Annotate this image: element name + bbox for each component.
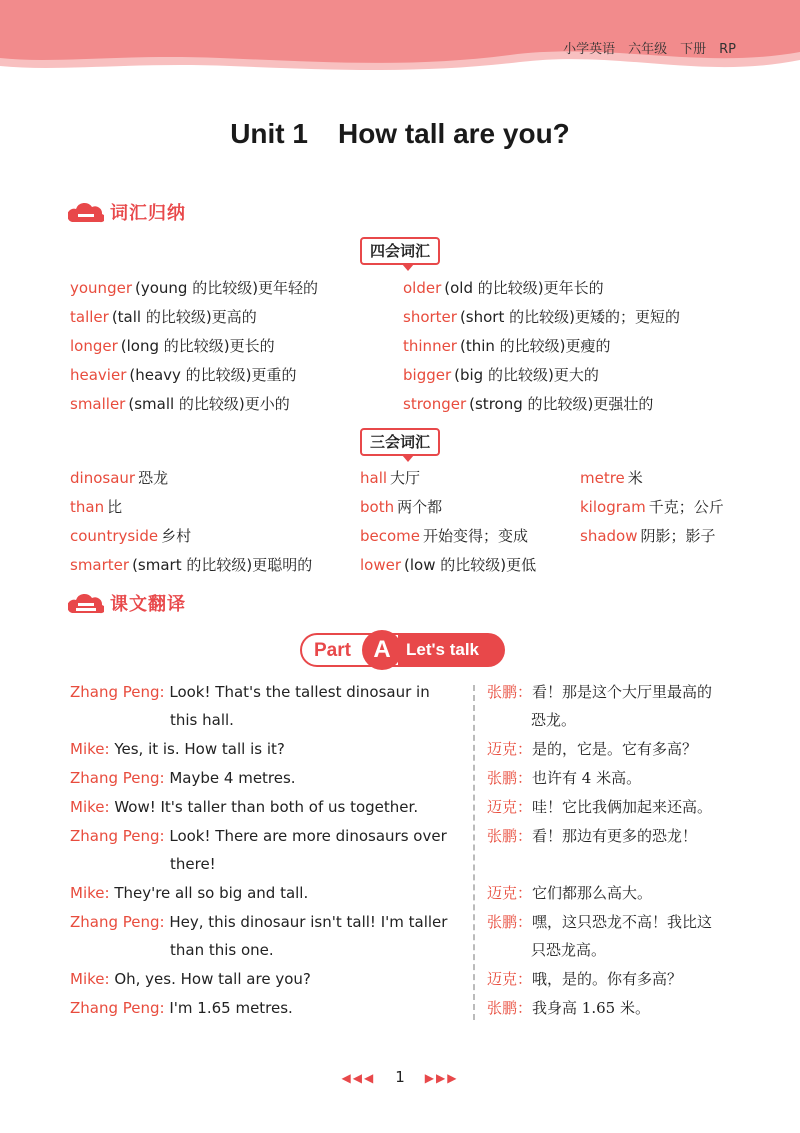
- vocab-meaning: (big 的比较级)更大的: [454, 366, 599, 384]
- vocab-meaning: 米: [627, 469, 643, 487]
- speaker-name-zh: 迈克：: [487, 970, 533, 988]
- vocab-meaning: (tall 的比较级)更高的: [111, 308, 257, 326]
- dialogue-line-zh: [487, 793, 747, 821]
- cloud-icon: [68, 592, 104, 614]
- vocab-entry: [403, 365, 599, 385]
- vocab-meaning: 阴影；影子: [640, 527, 716, 545]
- dialogue-line: [70, 908, 462, 964]
- prev-arrows-icon: ◀◀◀: [341, 1071, 376, 1085]
- column-divider: [473, 685, 475, 1020]
- vocab-entry: [360, 468, 420, 488]
- vocab-word: lower: [360, 556, 402, 574]
- vocab-entry: [403, 394, 653, 414]
- line-text: Hey, this dinosaur isn't tall! I'm taller: [164, 913, 448, 931]
- vocab-entry: [70, 497, 122, 517]
- speaker-name: Mike:: [70, 884, 110, 902]
- speaker-name-zh: 张鹏：: [487, 827, 533, 845]
- vocab-word: heavier: [70, 366, 127, 384]
- vocab-entry: [70, 526, 191, 546]
- tag-four-skill: 四会词汇: [360, 237, 440, 265]
- line-text: Maybe 4 metres.: [164, 769, 296, 787]
- page-title: [0, 118, 800, 150]
- speaker-name-zh: 张鹏：: [487, 769, 533, 787]
- dialogue-line: [70, 965, 462, 993]
- dialogue-line-zh: [487, 965, 747, 993]
- vocab-meaning: (low 的比较级)更低: [404, 556, 537, 574]
- tag-three-skill: 三会词汇: [360, 428, 440, 456]
- vocab-word: shorter: [403, 308, 457, 326]
- unit-number: Unit 1: [230, 118, 308, 149]
- line-text: They're all so big and tall.: [109, 884, 309, 902]
- part-badge: [300, 633, 505, 667]
- line-text: Look! There are more dinosaurs over: [164, 827, 447, 845]
- vocab-meaning: 千克；公斤: [648, 498, 724, 516]
- line-text-zh: 哦，是的。你有多高？: [532, 970, 683, 988]
- vocab-entry: [360, 555, 536, 575]
- speaker-name-zh: 张鹏：: [487, 913, 533, 931]
- section-translation-heading: [68, 588, 186, 618]
- vocab-entry: [70, 307, 257, 327]
- part-label: Part: [314, 640, 351, 661]
- vocab-entry: [70, 394, 290, 414]
- vocab-meaning: (long 的比较级)更长的: [120, 337, 275, 355]
- vocab-entry: [580, 468, 643, 488]
- vocab-word: younger: [70, 279, 132, 297]
- vocab-meaning: (strong 的比较级)更强壮的: [469, 395, 654, 413]
- vocab-word: countryside: [70, 527, 159, 545]
- dialogue-line-zh: [487, 822, 747, 850]
- dialogue-line-zh: [487, 764, 747, 792]
- vocab-word: taller: [70, 308, 109, 326]
- vocab-entry: [403, 307, 680, 327]
- speaker-name: Zhang Peng:: [70, 999, 165, 1017]
- vocab-word: thinner: [403, 337, 457, 355]
- vocab-meaning: (young 的比较级)更年轻的: [135, 279, 319, 297]
- part-letter: A: [362, 630, 402, 670]
- vocab-meaning: 大厅: [390, 469, 421, 487]
- header-banner: [0, 0, 800, 95]
- cloud-icon: [68, 201, 104, 223]
- speaker-name-zh: 迈克：: [487, 884, 533, 902]
- line-text-zh: 看！那边有更多的恐龙！: [532, 827, 698, 845]
- vocab-meaning: (thin 的比较级)更瘦的: [459, 337, 611, 355]
- dialogue-line-zh: [487, 735, 747, 763]
- vocab-word: kilogram: [580, 498, 646, 516]
- vocab-word: longer: [70, 337, 118, 355]
- vocab-meaning: (old 的比较级)更年长的: [444, 279, 604, 297]
- vocab-word: shadow: [580, 527, 638, 545]
- dialogue-line-zh: [487, 678, 747, 734]
- vocab-meaning: (heavy 的比较级)更重的: [129, 366, 297, 384]
- next-arrows-icon: ▶▶▶: [424, 1071, 459, 1085]
- vocab-meaning: 开始变得；变成: [423, 527, 529, 545]
- line-text: Look! That's the tallest dinosaur in: [164, 683, 430, 701]
- line-text-zh: 哇！它比我俩加起来还高。: [532, 798, 713, 816]
- speaker-name-zh: 张鹏：: [487, 683, 533, 701]
- section-vocab-label: 词汇归纳: [110, 203, 186, 224]
- speaker-name: Zhang Peng:: [70, 683, 165, 701]
- part-title: Let's talk: [398, 633, 505, 667]
- vocab-entry: [360, 526, 528, 546]
- vocab-entry: [70, 336, 275, 356]
- vocab-word: than: [70, 498, 105, 516]
- line-text-zh: 看！那是这个大厅里最高的: [532, 683, 713, 701]
- vocab-entry: [70, 468, 168, 488]
- dialogue-line-zh: [487, 994, 747, 1022]
- series-info: 小学英语 六年级 下册 RP: [563, 42, 736, 57]
- vocab-entry: [360, 497, 442, 517]
- line-text-continued: this hall.: [170, 711, 234, 729]
- speaker-name: Mike:: [70, 798, 110, 816]
- dialogue-line-zh: [487, 879, 747, 907]
- vocab-word: become: [360, 527, 421, 545]
- vocab-meaning: (small 的比较级)更小的: [128, 395, 290, 413]
- vocab-entry: [70, 365, 297, 385]
- speaker-name: Mike:: [70, 970, 110, 988]
- speaker-name: Mike:: [70, 740, 110, 758]
- vocab-entry: [70, 555, 312, 575]
- vocab-entry: [70, 278, 318, 298]
- speaker-name-zh: 迈克：: [487, 740, 533, 758]
- vocab-word: hall: [360, 469, 388, 487]
- line-text: Wow! It's taller than both of us together.: [109, 798, 419, 816]
- page-footer: [0, 1068, 800, 1086]
- vocab-meaning: 恐龙: [138, 469, 169, 487]
- vocab-entry: [403, 336, 611, 356]
- dialogue-line-zh: [487, 908, 747, 964]
- vocab-entry: [403, 278, 604, 298]
- line-text: Oh, yes. How tall are you?: [109, 970, 311, 988]
- dialogue-line: [70, 735, 462, 763]
- section-translation-label: 课文翻译: [110, 594, 186, 615]
- line-text-zh: 我身高 1.65 米。: [532, 999, 650, 1017]
- speaker-name: Zhang Peng:: [70, 827, 165, 845]
- line-text-zh: 也许有 4 米高。: [532, 769, 642, 787]
- vocab-word: smarter: [70, 556, 130, 574]
- line-text-zh: 嘿，这只恐龙不高！我比这: [532, 913, 713, 931]
- vocab-meaning: 两个都: [397, 498, 443, 516]
- dialogue-line: [70, 793, 462, 821]
- dialogue-line: [70, 764, 462, 792]
- page-number: 1: [395, 1068, 405, 1086]
- line-text-zh-continued: 恐龙。: [531, 711, 577, 729]
- line-text: Yes, it is. How tall is it?: [109, 740, 285, 758]
- dialogue-line: [70, 994, 462, 1022]
- vocab-word: smaller: [70, 395, 126, 413]
- vocab-word: stronger: [403, 395, 467, 413]
- vocab-word: metre: [580, 469, 625, 487]
- vocab-word: both: [360, 498, 395, 516]
- vocab-meaning: (smart 的比较级)更聪明的: [132, 556, 313, 574]
- vocab-meaning: (short 的比较级)更矮的；更短的: [459, 308, 680, 326]
- vocab-word: older: [403, 279, 442, 297]
- vocab-entry: [580, 526, 716, 546]
- speaker-name: Zhang Peng:: [70, 769, 165, 787]
- unit-question: How tall are you?: [337, 118, 570, 149]
- line-text: I'm 1.65 metres.: [164, 999, 293, 1017]
- line-text-zh: 是的，它是。它有多高？: [532, 740, 698, 758]
- vocab-meaning: 乡村: [161, 527, 192, 545]
- dialogue-line: [70, 678, 462, 734]
- line-text-continued: there!: [170, 855, 216, 873]
- speaker-name-zh: 迈克：: [487, 798, 533, 816]
- line-text-zh: 它们都那么高大。: [532, 884, 653, 902]
- section-vocab-heading: [68, 197, 186, 227]
- line-text-zh-continued: 只恐龙高。: [531, 941, 607, 959]
- speaker-name: Zhang Peng:: [70, 913, 165, 931]
- vocab-meaning: 比: [107, 498, 123, 516]
- line-text-continued: than this one.: [170, 941, 274, 959]
- speaker-name-zh: 张鹏：: [487, 999, 533, 1017]
- vocab-word: dinosaur: [70, 469, 136, 487]
- vocab-entry: [580, 497, 724, 517]
- dialogue-line: [70, 879, 462, 907]
- vocab-word: bigger: [403, 366, 452, 384]
- dialogue-line: [70, 822, 462, 878]
